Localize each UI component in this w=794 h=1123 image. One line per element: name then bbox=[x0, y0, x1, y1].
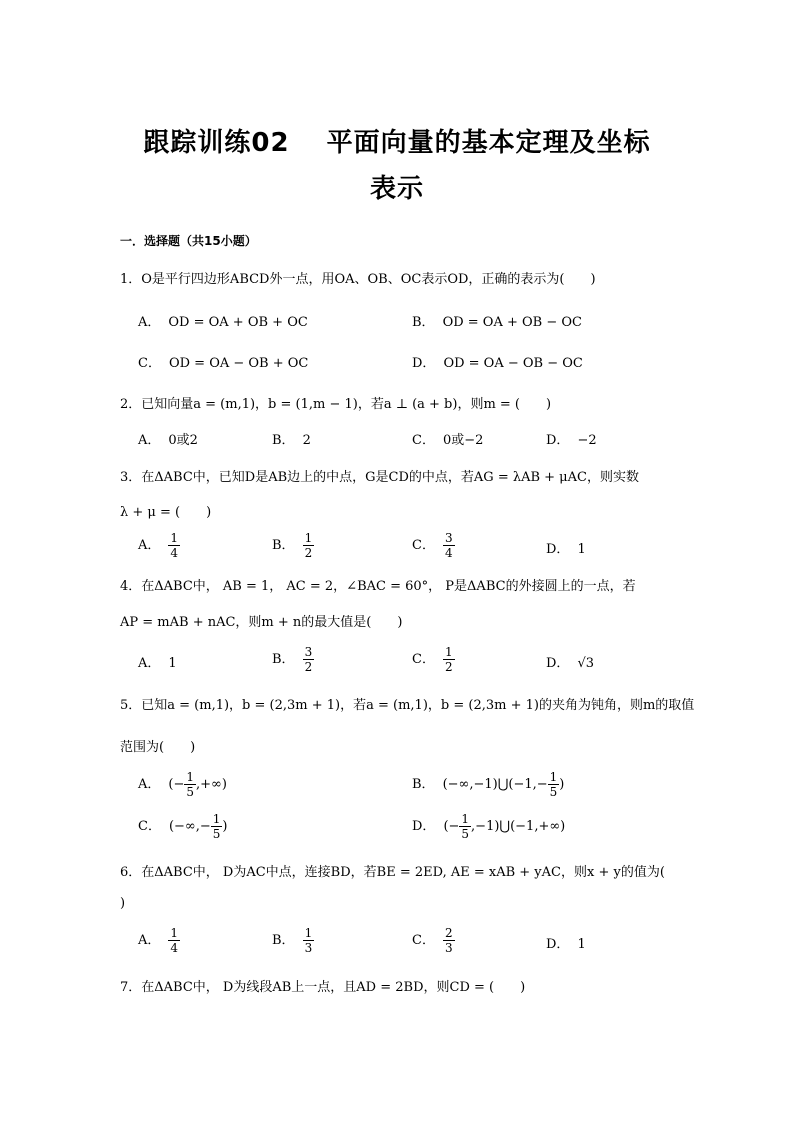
numerator: 1 bbox=[170, 531, 179, 545]
fraction bbox=[184, 770, 196, 799]
option-label: A． bbox=[138, 315, 161, 330]
fraction bbox=[443, 926, 455, 955]
question-3-option-c bbox=[412, 531, 455, 560]
question-6-option-c bbox=[412, 926, 455, 955]
numerator: 1 bbox=[444, 645, 453, 659]
page-title-line1: 跟踪训练02 平面向量的基本定理及坐标 bbox=[143, 128, 651, 158]
option-text: 1 bbox=[577, 937, 586, 952]
question-1-stem: 1．O是平行四边形ABCD外一点，用OA、OB、OC表示OD，正确的表示为( ) bbox=[120, 272, 596, 287]
option-text: OD = OA + OB + OC bbox=[168, 315, 308, 330]
option-label: C． bbox=[412, 933, 435, 948]
option-label: D． bbox=[412, 819, 436, 834]
fraction bbox=[443, 645, 455, 674]
fraction bbox=[168, 926, 180, 955]
question-4-option-a bbox=[138, 652, 177, 671]
question-5-option-b bbox=[412, 770, 564, 799]
option-label: D． bbox=[546, 656, 570, 671]
fraction bbox=[303, 531, 315, 560]
fraction bbox=[168, 531, 180, 560]
question-5-option-a bbox=[138, 770, 227, 799]
denominator: 5 bbox=[212, 827, 221, 841]
denominator: 2 bbox=[304, 660, 313, 674]
question-2-option-a bbox=[138, 429, 198, 448]
fraction bbox=[211, 812, 223, 841]
question-4-option-b bbox=[272, 645, 314, 674]
denominator: 3 bbox=[444, 941, 453, 955]
option-text-pre: (−∞,− bbox=[168, 819, 211, 834]
question-3-option-d bbox=[546, 538, 586, 557]
denominator: 4 bbox=[444, 546, 453, 560]
question-2-stem: 2．已知向量a = (m,1)，b = (1,m − 1)，若a ⊥ (a + b)，则m = ( ) bbox=[120, 397, 552, 412]
question-2-option-c bbox=[412, 429, 483, 448]
question-4-stem-line1: 4．在ΔABC中， AB = 1， AC = 2，∠BAC = 60°， P是ΔABC的外接圆上的一点，若 bbox=[120, 579, 636, 594]
numerator: 1 bbox=[461, 812, 470, 826]
option-label: B． bbox=[272, 538, 295, 553]
page-title-line2: 表示 bbox=[369, 174, 424, 204]
option-text: 0或2 bbox=[168, 433, 198, 448]
option-label: B． bbox=[272, 433, 295, 448]
question-6-stem-line2: ) bbox=[120, 896, 126, 911]
question-4-option-d bbox=[546, 652, 594, 671]
question-1-option-d bbox=[412, 352, 583, 371]
denominator: 4 bbox=[170, 546, 179, 560]
option-text: 2 bbox=[302, 433, 311, 448]
numerator: 1 bbox=[170, 926, 179, 940]
option-text-pre: (− bbox=[168, 777, 185, 792]
option-text: −2 bbox=[577, 433, 597, 448]
option-text: OD = OA − OB − OC bbox=[443, 356, 583, 371]
denominator: 3 bbox=[304, 941, 313, 955]
numerator: 1 bbox=[186, 770, 194, 784]
option-label: C． bbox=[138, 356, 161, 371]
question-1-option-a bbox=[138, 311, 308, 330]
option-label: D． bbox=[546, 937, 570, 952]
fraction bbox=[443, 531, 455, 560]
question-7-stem: 7．在ΔABC中， D为线段AB上一点，且AD = 2BD，则CD = ( ) bbox=[120, 980, 526, 995]
option-text: 0或−2 bbox=[442, 433, 484, 448]
option-text-post: ) bbox=[559, 777, 565, 792]
fraction bbox=[548, 770, 560, 799]
option-text-post: ,+∞) bbox=[196, 777, 227, 792]
numerator: 1 bbox=[549, 770, 558, 784]
numerator: 3 bbox=[444, 531, 453, 545]
question-2-option-b bbox=[272, 429, 311, 448]
option-label: B． bbox=[412, 777, 435, 792]
option-label: B． bbox=[272, 933, 295, 948]
option-text-pre: (−∞,−1)⋃(−1,− bbox=[442, 777, 548, 792]
question-5-stem-line2: 范围为( ) bbox=[120, 740, 196, 755]
option-text: OD = OA + OB − OC bbox=[442, 315, 582, 330]
question-5-stem-line1: 5．已知a = (m,1)，b = (2,3m + 1)，若a = (m,1)，b = (2,3m + 1)的夹角为钝角，则m的取值 bbox=[120, 698, 695, 713]
fraction bbox=[459, 812, 471, 841]
question-6-stem-line1: 6．在ΔABC中， D为AC中点，连接BD，若BE = 2ED, AE = xAB + yAC，则x + y的值为( bbox=[120, 865, 665, 880]
option-label: C． bbox=[138, 819, 161, 834]
option-text-pre: (− bbox=[443, 819, 460, 834]
option-label: A． bbox=[138, 656, 161, 671]
denominator: 2 bbox=[304, 546, 313, 560]
question-1-option-c bbox=[138, 352, 308, 371]
option-text: 1 bbox=[577, 542, 586, 557]
question-1-option-b bbox=[412, 311, 582, 330]
question-5-option-c bbox=[138, 812, 228, 841]
option-label: A． bbox=[138, 777, 161, 792]
option-label: B． bbox=[412, 315, 435, 330]
question-3-stem-line1: 3．在ΔABC中，已知D是AB边上的中点，G是CD的中点，若AG = λAB + μAC，则实数 bbox=[120, 470, 639, 485]
question-6-option-a bbox=[138, 926, 180, 955]
option-label: C． bbox=[412, 538, 435, 553]
numerator: 2 bbox=[444, 926, 453, 940]
option-text: √3 bbox=[577, 656, 594, 671]
option-label: C． bbox=[412, 652, 435, 667]
option-text-post: ,−1)⋃(−1,+∞) bbox=[471, 819, 566, 834]
fraction bbox=[303, 926, 315, 955]
numerator: 1 bbox=[212, 812, 221, 826]
question-5-option-d bbox=[412, 812, 565, 841]
question-4-option-c bbox=[412, 645, 455, 674]
question-3-option-a bbox=[138, 531, 180, 560]
option-label: A． bbox=[138, 433, 161, 448]
denominator: 5 bbox=[461, 827, 470, 841]
question-6-option-d bbox=[546, 933, 586, 952]
denominator: 5 bbox=[549, 785, 558, 799]
question-2-option-d bbox=[546, 429, 597, 448]
denominator: 5 bbox=[186, 785, 194, 799]
question-3-stem-line2: λ + μ = ( ) bbox=[120, 505, 212, 520]
question-6-option-b bbox=[272, 926, 314, 955]
denominator: 2 bbox=[444, 660, 453, 674]
option-label: D． bbox=[546, 542, 570, 557]
option-text: OD = OA − OB + OC bbox=[168, 356, 309, 371]
question-3-option-b bbox=[272, 531, 314, 560]
denominator: 4 bbox=[170, 941, 179, 955]
numerator: 1 bbox=[304, 926, 313, 940]
option-label: D． bbox=[546, 433, 570, 448]
numerator: 1 bbox=[304, 531, 313, 545]
option-text-post: ) bbox=[222, 819, 228, 834]
option-text: 1 bbox=[168, 656, 177, 671]
fraction bbox=[303, 645, 315, 674]
option-label: A． bbox=[138, 933, 161, 948]
section-heading: 一．选择题（共15小题） bbox=[120, 234, 257, 248]
question-4-stem-line2: AP = mAB + nAC，则m + n的最大值是( ) bbox=[120, 615, 403, 630]
option-label: D． bbox=[412, 356, 436, 371]
numerator: 3 bbox=[304, 645, 313, 659]
option-label: C． bbox=[412, 433, 435, 448]
option-label: B． bbox=[272, 652, 295, 667]
option-label: A． bbox=[138, 538, 161, 553]
